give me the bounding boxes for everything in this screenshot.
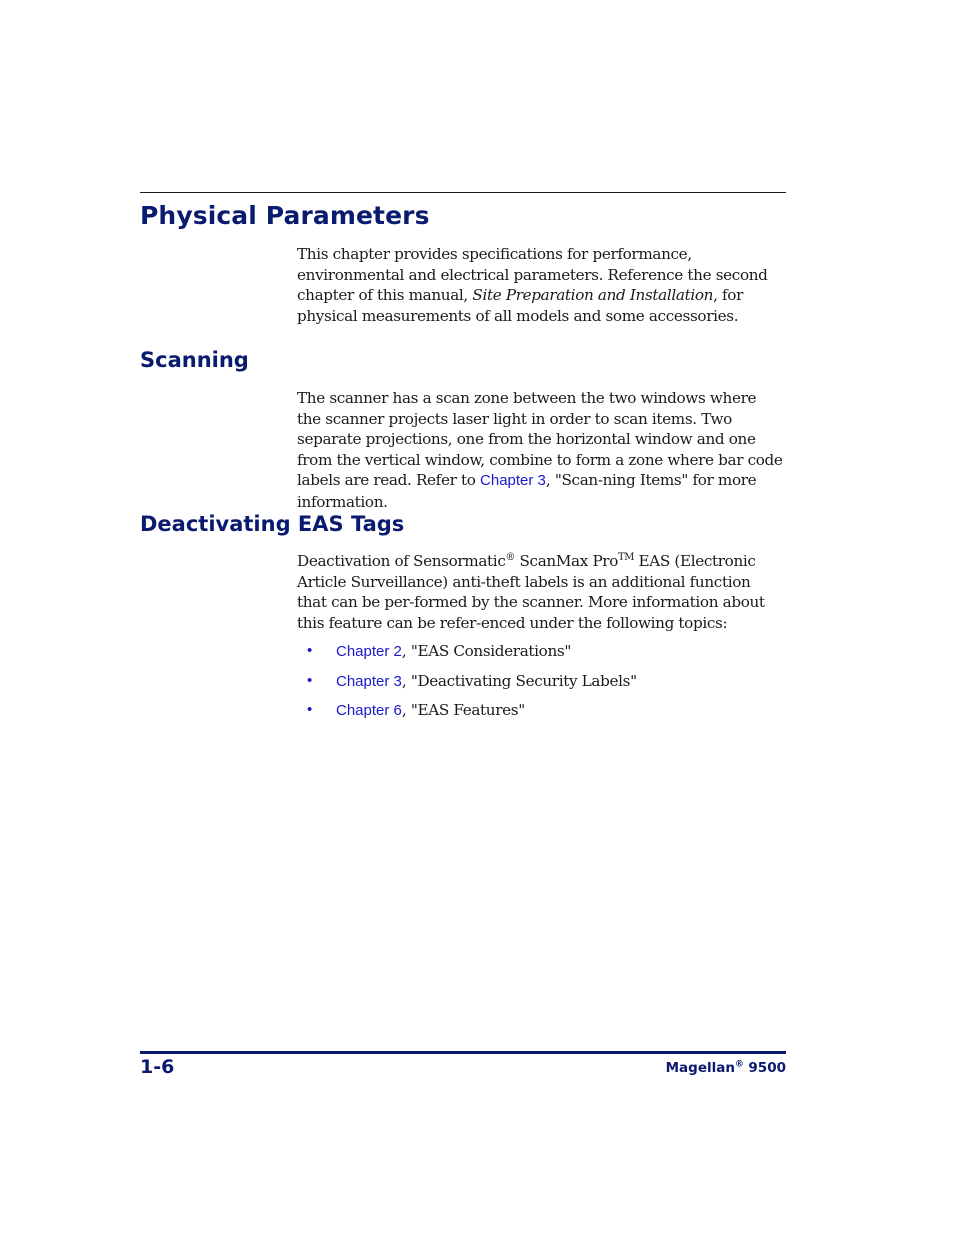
eas-text-2: ScanMax Pro [515,552,619,570]
registered-mark: ® [505,551,516,563]
manual-chapter-title: Site Preparation and Installation [472,286,714,304]
footer-rule [140,1051,786,1054]
topic-title: , "Deactivating Security Labels" [401,671,637,690]
page-number: 1-6 [140,1056,175,1078]
bullet-icon: • [307,701,312,718]
topic-title: , "EAS Features" [401,701,525,719]
page-title: Physical Parameters [140,201,430,230]
scanning-paragraph [297,388,783,512]
eas-text-1: Deactivation of Sensormatic [297,552,506,570]
registered-mark: ® [734,1059,744,1070]
list-item-text [336,672,637,690]
eas-paragraph [297,551,783,633]
chapter-3-link[interactable]: Chapter 3 [336,672,402,690]
eas-text-3: EAS (Electronic Article Surveillance) anti-theft labels is an additional function that can be per-formed by the scanner. More information about this feature can be refer-enced under the following topics: [297,552,765,632]
chapter-2-link[interactable]: Chapter 2 [336,643,402,660]
product-name [666,1060,786,1076]
trademark-mark: TM [618,551,635,563]
scanning-text-2: , "Scan-ning Items" for more information. [297,471,757,511]
scanning-text-1: The scanner has a scan zone between the two windows where the scanner projects laser light in order to scan items. Two separate projections, one from the horizontal window and one from the vertical window, combine to form a zone where bar code labels are read. Refer to [297,389,783,489]
intro-text-2: , for physical measurements of all models and some accessories. [297,286,744,325]
eas-heading: Deactivating EAS Tags [140,512,405,536]
bullet-icon: • [307,642,312,659]
intro-text-1: This chapter provides specifications for performance, environmental and electrical parameters. Reference the second chapter of this manual, [297,245,768,304]
chapter-3-link[interactable]: Chapter 3 [480,472,546,489]
chapter-6-link[interactable]: Chapter 6 [336,702,402,719]
product-model: 9500 [743,1060,786,1076]
intro-paragraph [297,244,783,326]
list-item-text [336,642,571,660]
topic-title: , "EAS Considerations" [401,642,571,660]
list-item-text [336,701,525,719]
product-brand: Magellan [665,1060,735,1076]
bullet-icon: • [307,671,312,689]
scanning-heading: Scanning [140,348,249,372]
top-rule [140,192,786,193]
